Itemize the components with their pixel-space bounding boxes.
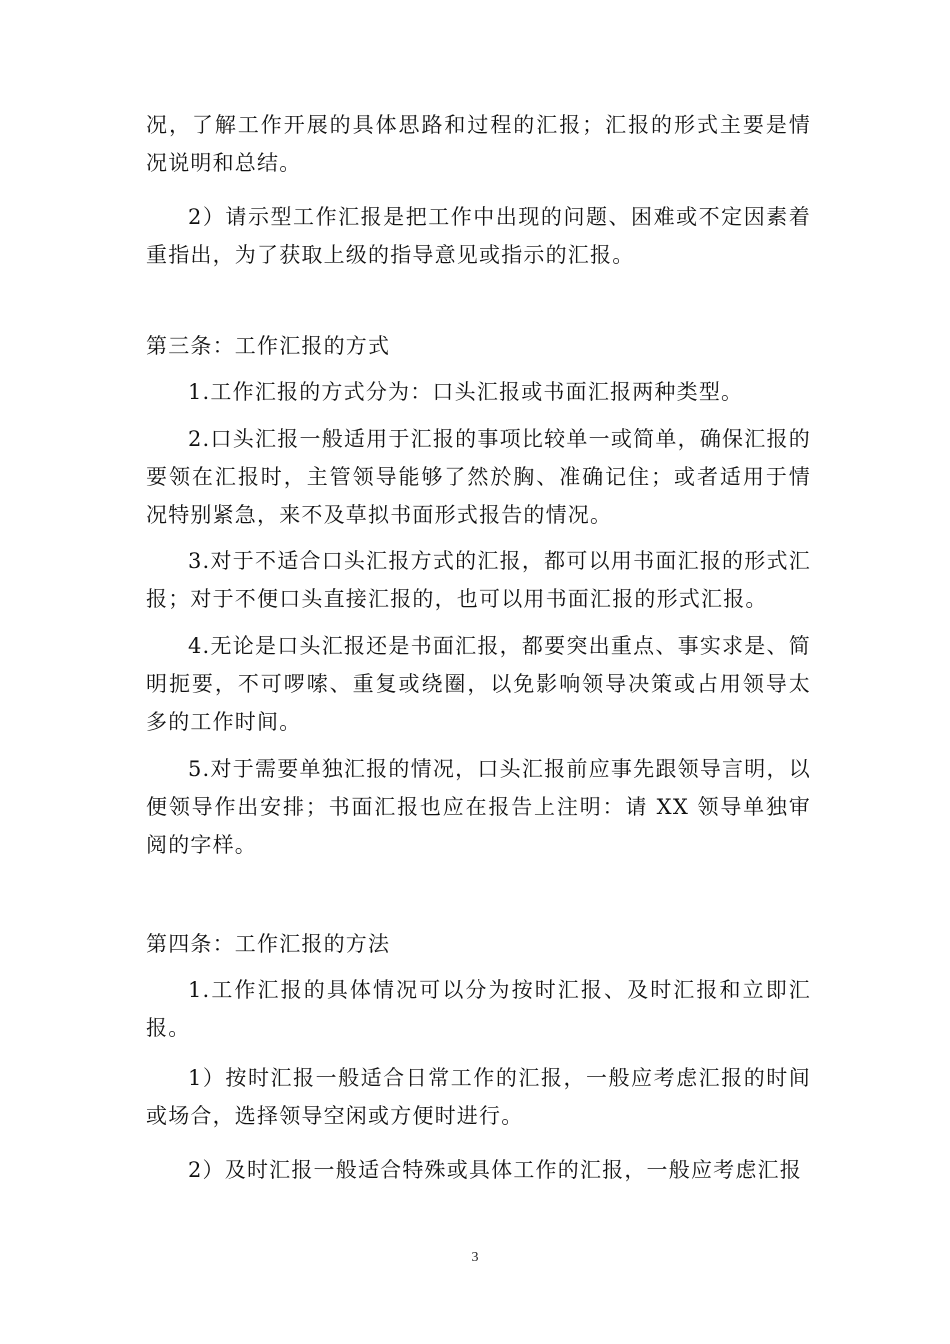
paragraph-3-4: 4.无论是口头汇报还是书面汇报，都要突出重点、事实求是、简明扼要，不可啰嗦、重复或绕圈，以免影响领导决策或占用领导太多的工作时间。 [146,634,811,734]
section-heading-article-4: 第四条：工作汇报的方法 [146,932,391,956]
paragraph-4-1-1: 1）按时汇报一般适合日常工作的汇报，一般应考虑汇报的时间或场合，选择领导空闲或方便时进行。 [146,1066,811,1128]
paragraph-4-1-2: 2）及时汇报一般适合特殊或具体工作的汇报，一般应考虑汇报 [188,1158,802,1182]
paragraph-3-1: 1.工作汇报的方式分为：口头汇报或书面汇报两种类型。 [188,380,744,404]
section-heading-article-3: 第三条：工作汇报的方式 [146,334,391,358]
paragraph-continuation: 况，了解工作开展的具体思路和过程的汇报；汇报的形式主要是情况说明和总结。 [146,113,811,175]
paragraph-3-5: 5.对于需要单独汇报的情况，口头汇报前应事先跟领导言明，以便领导作出安排；书面汇报也应在报告上注明：请 XX 领导单独审阅的字样。 [146,757,811,857]
page-number: 3 [471,1250,479,1265]
paragraph-4-1: 1.工作汇报的具体情况可以分为按时汇报、及时汇报和立即汇报。 [146,978,811,1040]
paragraph-instructive-report: 2）请示型工作汇报是把工作中出现的问题、困难或不定因素着重指出，为了获取上级的指导意见或指示的汇报。 [146,205,811,267]
paragraph-3-3: 3.对于不适合口头汇报方式的汇报，都可以用书面汇报的形式汇报；对于不便口头直接汇报的，也可以用书面汇报的形式汇报。 [146,549,811,611]
paragraph-3-2: 2.口头汇报一般适用于汇报的事项比较单一或简单，确保汇报的要领在汇报时，主管领导能够了然於胸、准确记住；或者适用于情况特别紧急，来不及草拟书面形式报告的情况。 [146,427,811,527]
